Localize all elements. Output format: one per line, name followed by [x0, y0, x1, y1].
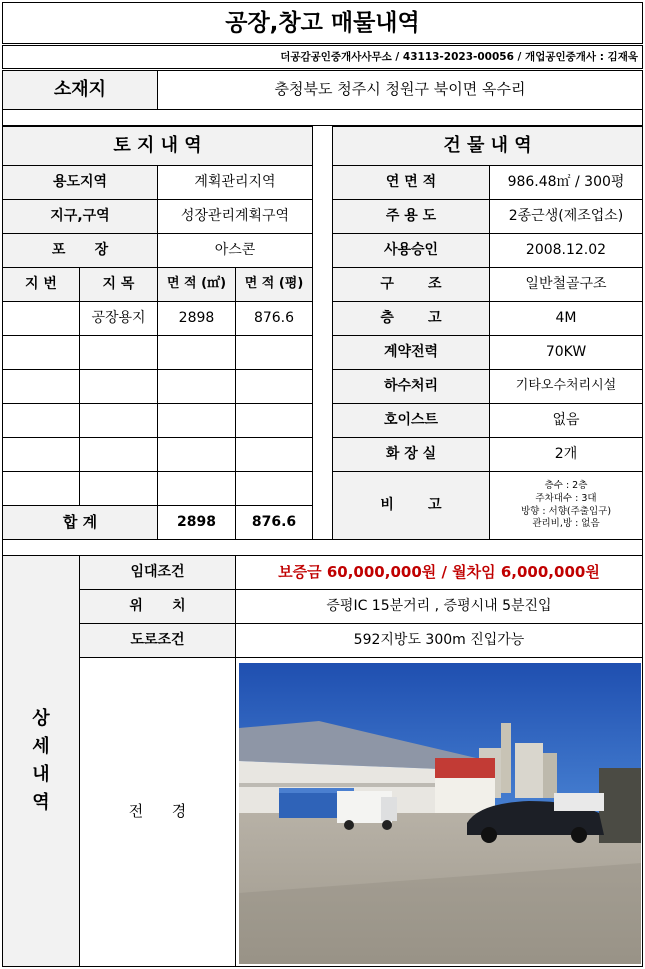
col-area-sqm: 면 적 (㎡) [157, 267, 236, 302]
building-value: 2개 [489, 437, 643, 472]
empty-cell [157, 335, 236, 370]
details-side-label [2, 555, 80, 967]
building-value: 일반철골구조 [489, 267, 643, 302]
view-label: 전 경 [79, 657, 236, 967]
empty-cell [235, 369, 313, 404]
empty-cell [2, 369, 80, 404]
district-label: 지구,구역 [2, 199, 158, 234]
empty-cell [79, 471, 158, 506]
road-label: 도로조건 [79, 623, 236, 658]
empty-cell [235, 437, 313, 472]
building-value: 2종근생(제조업소) [489, 199, 643, 234]
table-row-pyeong: 876.6 [235, 301, 313, 336]
building-label: 계약전력 [332, 335, 490, 370]
building-label: 연 면 적 [332, 165, 490, 200]
page-title: 공장,창고 매물내역 [2, 2, 643, 44]
zoning-value: 계획관리지역 [157, 165, 313, 200]
table-row-lot [2, 301, 80, 336]
location-value: 충청북도 청주시 청원구 북이면 옥수리 [157, 70, 643, 110]
spacer-row [2, 539, 643, 556]
road-value: 592지방도 300m 진입가능 [235, 623, 643, 658]
total-sqm: 2898 [157, 505, 236, 540]
table-row-sqm: 2898 [157, 301, 236, 336]
building-label: 구 조 [332, 267, 490, 302]
zoning-label: 용도지역 [2, 165, 158, 200]
side-char: 내 [32, 764, 50, 785]
building-header: 건 물 내 역 [332, 126, 643, 166]
col-lot: 지 번 [2, 267, 80, 302]
total-pyeong: 876.6 [235, 505, 313, 540]
building-value: 2008.12.02 [489, 233, 643, 268]
empty-cell [79, 369, 158, 404]
empty-cell [2, 471, 80, 506]
building-label: 하수처리 [332, 369, 490, 404]
land-header: 토 지 내 역 [2, 126, 313, 166]
empty-cell [235, 471, 313, 506]
remark-line: 층수 : 2층 [544, 479, 588, 491]
empty-cell [157, 369, 236, 404]
building-value: 4M [489, 301, 643, 336]
empty-cell [2, 437, 80, 472]
district-value: 성장관리계획구역 [157, 199, 313, 234]
total-label: 합 계 [2, 505, 158, 540]
col-category: 지 목 [79, 267, 158, 302]
lease-label: 임대조건 [79, 555, 236, 590]
side-char: 역 [32, 791, 50, 813]
empty-cell [235, 335, 313, 370]
building-value: 986.48㎡ / 300평 [489, 165, 643, 200]
side-char: 상 [32, 708, 50, 730]
paving-value: 아스콘 [157, 233, 313, 268]
building-label: 층 고 [332, 301, 490, 336]
position-label: 위 치 [79, 589, 236, 624]
property-photo [239, 663, 641, 964]
building-label: 화 장 실 [332, 437, 490, 472]
agency-info: 더공감공인중개사사무소 / 43113-2023-00056 / 개업공인중개사 : 김재욱 [2, 45, 643, 69]
remark-line: 주차대수 : 3대 [535, 492, 597, 504]
building-value: 기타오수처리시설 [489, 369, 643, 404]
location-label: 소재지 [2, 70, 158, 110]
empty-cell [79, 335, 158, 370]
col-area-pyeong: 면 적 (평) [235, 267, 313, 302]
spacer-row [2, 109, 643, 126]
empty-cell [235, 403, 313, 438]
building-label: 주 용 도 [332, 199, 490, 234]
building-label: 호이스트 [332, 403, 490, 438]
position-value: 증평IC 15분거리 , 증평시내 5분진입 [235, 589, 643, 624]
building-value: 70KW [489, 335, 643, 370]
empty-cell [2, 403, 80, 438]
remark-line: 방향 : 서향(주출입구) [520, 505, 612, 517]
empty-cell [79, 403, 158, 438]
remarks-label: 비 고 [332, 471, 490, 540]
remark-line: 관리비,방 : 없음 [532, 518, 600, 530]
building-value: 없음 [489, 403, 643, 438]
empty-cell [157, 403, 236, 438]
empty-cell [2, 335, 80, 370]
table-row-category: 공장용지 [79, 301, 158, 336]
empty-cell [157, 471, 236, 506]
building-label: 사용승인 [332, 233, 490, 268]
empty-cell [157, 437, 236, 472]
remarks-value [489, 471, 643, 540]
side-char: 세 [32, 736, 50, 758]
paving-label: 포 장 [2, 233, 158, 268]
empty-cell [79, 437, 158, 472]
lease-value: 보증금 60,000,000원 / 월차임 6,000,000원 [235, 555, 643, 590]
